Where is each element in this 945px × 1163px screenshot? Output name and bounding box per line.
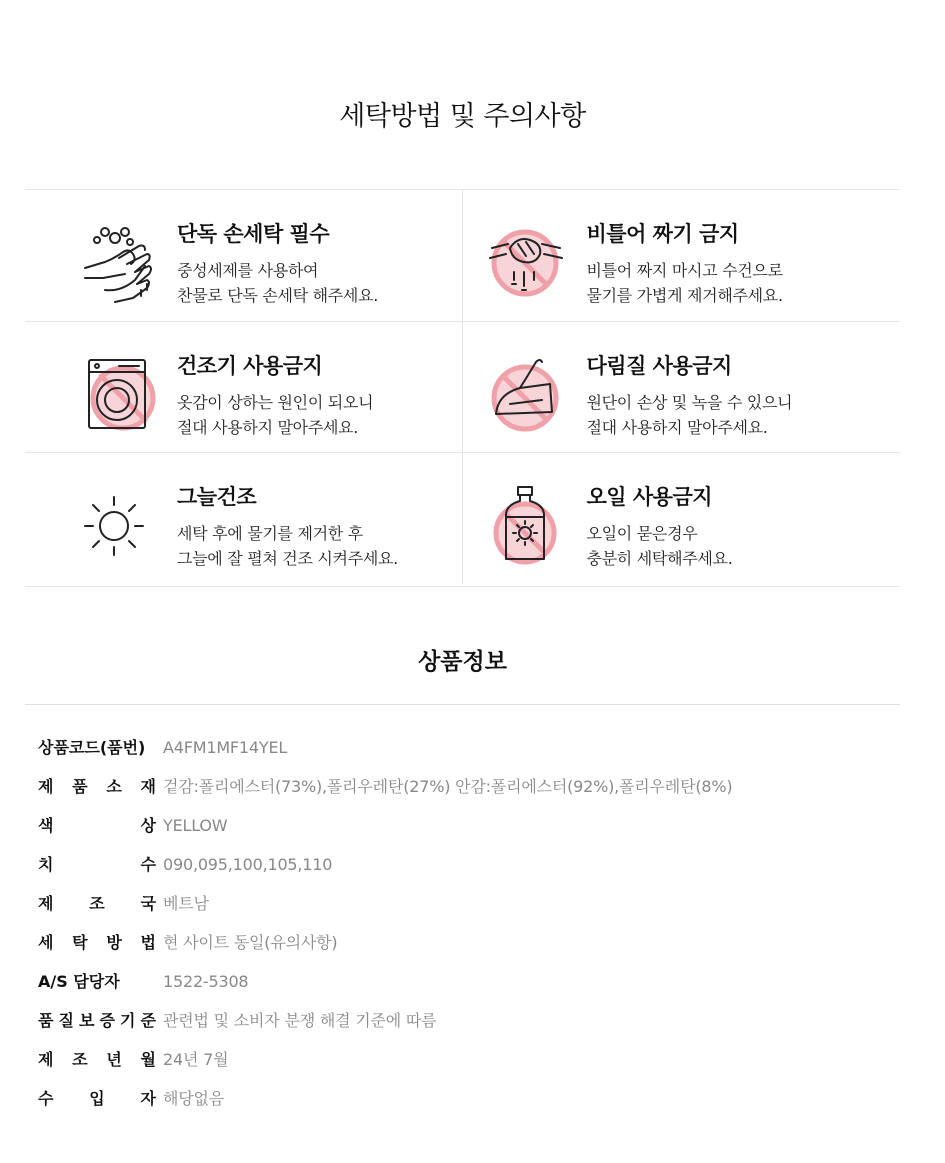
care-heading: 비틀어 짜기 금지 (586, 222, 739, 246)
info-row (38, 970, 778, 994)
care-item-shade-dry (25, 453, 463, 584)
care-section-title: 세탁방법 및 주의사항 (339, 101, 586, 132)
info-label: 제 조 국 (38, 894, 156, 913)
info-value: 1522-5308 (163, 972, 249, 991)
info-label: 세 탁 방 법 (38, 933, 156, 952)
care-grid (25, 189, 900, 587)
info-label: 수 입 자 (38, 1089, 156, 1108)
info-row (38, 1087, 778, 1111)
care-desc-line: 절대 사용하지 말아주세요. (586, 418, 768, 437)
care-heading: 그늘건조 (177, 485, 257, 509)
info-row (38, 736, 778, 760)
info-row (38, 853, 778, 877)
no-dryer-icon (75, 350, 165, 440)
info-label: A/S 담당자 (38, 972, 120, 991)
info-label: 색 상 (38, 816, 156, 835)
care-desc-line: 원단이 손상 및 녹을 수 있으니 (586, 393, 793, 412)
info-label: 치 수 (38, 855, 156, 874)
care-item-no-oil (463, 453, 901, 584)
info-row (38, 892, 778, 916)
care-item-no-iron (463, 322, 901, 453)
care-item-no-dryer (25, 322, 463, 453)
product-info-title: 상품정보 (418, 649, 507, 675)
care-desc-line: 충분히 세탁해주세요. (586, 549, 733, 568)
care-description (587, 521, 733, 571)
info-row (38, 931, 778, 955)
care-item-hand-wash (25, 190, 463, 322)
info-value: 090,095,100,105,110 (163, 855, 333, 874)
care-description (587, 390, 793, 440)
no-oil-icon (480, 481, 570, 571)
info-row (38, 814, 778, 838)
care-text (587, 481, 733, 571)
care-desc-line: 찬물로 단독 손세탁 해주세요. (177, 286, 379, 305)
care-item-no-wring (463, 190, 901, 322)
info-value: 겉감:폴리에스터(73%),폴리우레탄(27%) 안감:폴리에스터(92%),폴리우레탄(8%) (163, 777, 733, 796)
divider (25, 704, 900, 705)
care-text (177, 218, 378, 308)
care-heading: 오일 사용금지 (586, 485, 713, 509)
info-label: 제 품 소 재 (38, 777, 156, 796)
care-description (177, 258, 378, 308)
shade-dry-icon (75, 481, 165, 571)
care-description (177, 390, 373, 440)
care-text (177, 350, 373, 440)
info-value: 관련법 및 소비자 분쟁 해결 기준에 따름 (163, 1011, 437, 1030)
care-heading: 다림질 사용금지 (586, 354, 732, 378)
info-row (38, 1048, 778, 1072)
care-desc-line: 세탁 후에 물기를 제거한 후 (177, 524, 363, 543)
care-heading: 건조기 사용금지 (177, 354, 323, 378)
care-description (177, 521, 398, 571)
info-label: 제 조 년 월 (38, 1050, 156, 1069)
info-value: 24년 7월 (163, 1050, 229, 1069)
info-row (38, 1009, 778, 1033)
care-desc-line: 오일이 묻은경우 (586, 524, 698, 543)
info-value: 베트남 (163, 894, 209, 913)
info-label: 상품코드(품번) (38, 738, 146, 757)
info-label: 품 질 보 증 기 준 (38, 1011, 156, 1030)
care-desc-line: 중성세제를 사용하여 (177, 261, 319, 280)
care-text (587, 350, 793, 440)
info-value: 현 사이트 동일(유의사항) (163, 933, 338, 952)
care-desc-line: 물기를 가볍게 제거해주세요. (586, 286, 783, 305)
care-heading: 단독 손세탁 필수 (177, 222, 330, 246)
hand-wash-icon (75, 218, 165, 308)
care-text (177, 481, 398, 571)
info-value: A4FM1MF14YEL (163, 738, 288, 757)
no-iron-icon (480, 350, 570, 440)
care-desc-line: 그늘에 잘 펼쳐 건조 시켜주세요. (177, 549, 398, 568)
care-text (587, 218, 783, 308)
care-desc-line: 절대 사용하지 말아주세요. (177, 418, 359, 437)
info-value: 해당없음 (163, 1089, 225, 1108)
no-wring-icon (480, 218, 570, 308)
info-value: YELLOW (163, 816, 228, 835)
care-description (587, 258, 783, 308)
product-info-table (38, 736, 778, 1126)
care-desc-line: 비틀어 짜지 마시고 수건으로 (586, 261, 783, 280)
care-desc-line: 옷감이 상하는 원인이 되오니 (177, 393, 374, 412)
info-row (38, 775, 778, 799)
